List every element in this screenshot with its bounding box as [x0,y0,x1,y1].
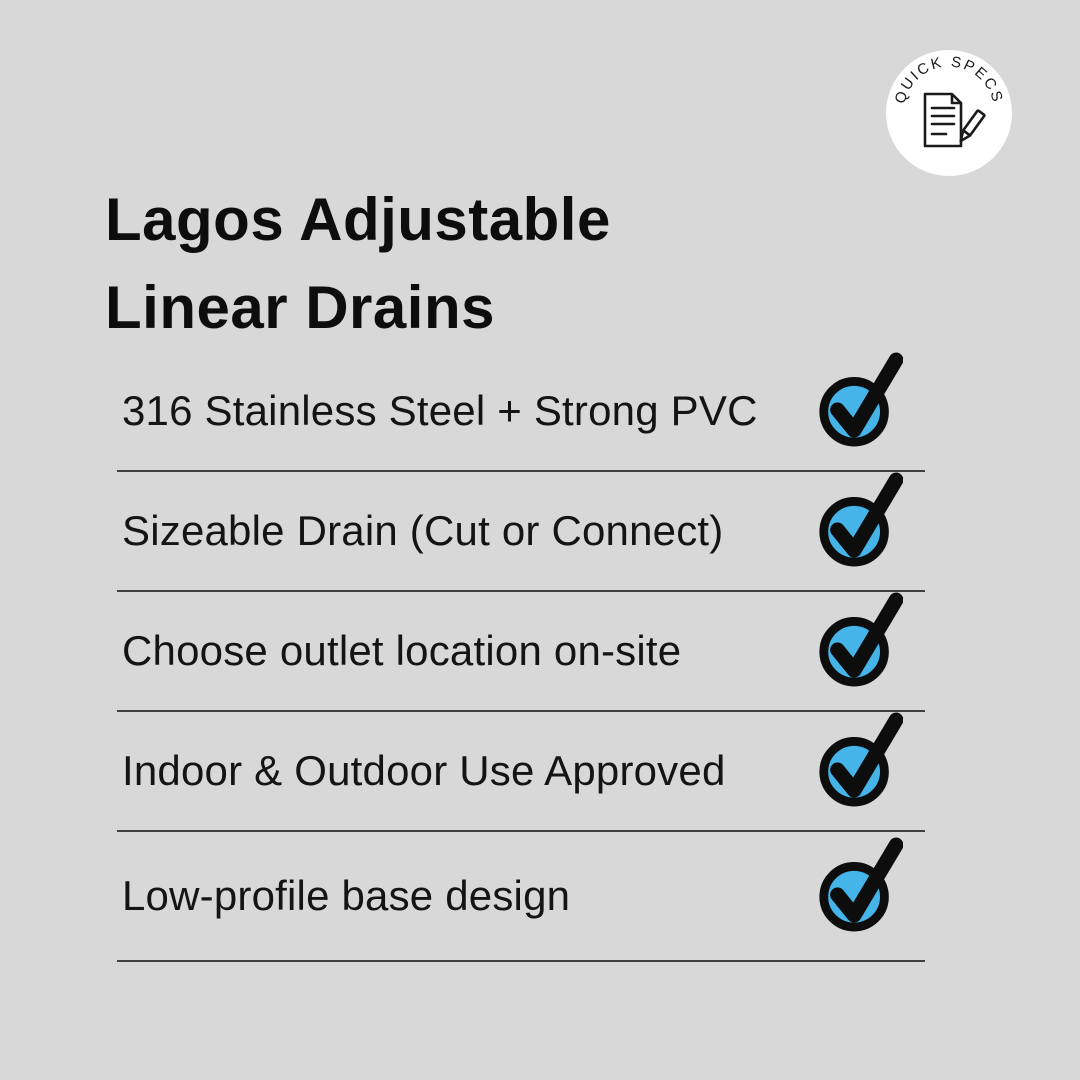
feature-label: Low-profile base design [122,872,571,919]
feature-list [117,352,925,962]
feature-row-2 [117,472,925,592]
feature-row-4 [117,712,925,832]
feature-label: Choose outlet location on-site [122,627,682,674]
page-title [105,176,611,352]
feature-row-5 [117,832,925,962]
feature-row-1 [117,352,925,472]
badge-curved-text: QUICK SPECS [891,53,1007,106]
page-title-line-1: Lagos Adjustable [105,186,611,254]
blue-checkmark-icon [815,711,903,809]
quick-specs-badge-graphic [886,50,1012,176]
blue-checkmark-icon [815,471,903,569]
page-title-line-2: Linear Drains [105,274,495,342]
feature-label: Indoor & Outdoor Use Approved [122,747,726,794]
blue-checkmark-icon [815,351,903,449]
blue-checkmark-icon [815,836,903,934]
quick-specs-badge [886,50,1012,176]
feature-row-3 [117,592,925,712]
feature-label: Sizeable Drain (Cut or Connect) [122,507,724,554]
feature-label: 316 Stainless Steel + Strong PVC [122,387,758,434]
blue-checkmark-icon [815,591,903,689]
